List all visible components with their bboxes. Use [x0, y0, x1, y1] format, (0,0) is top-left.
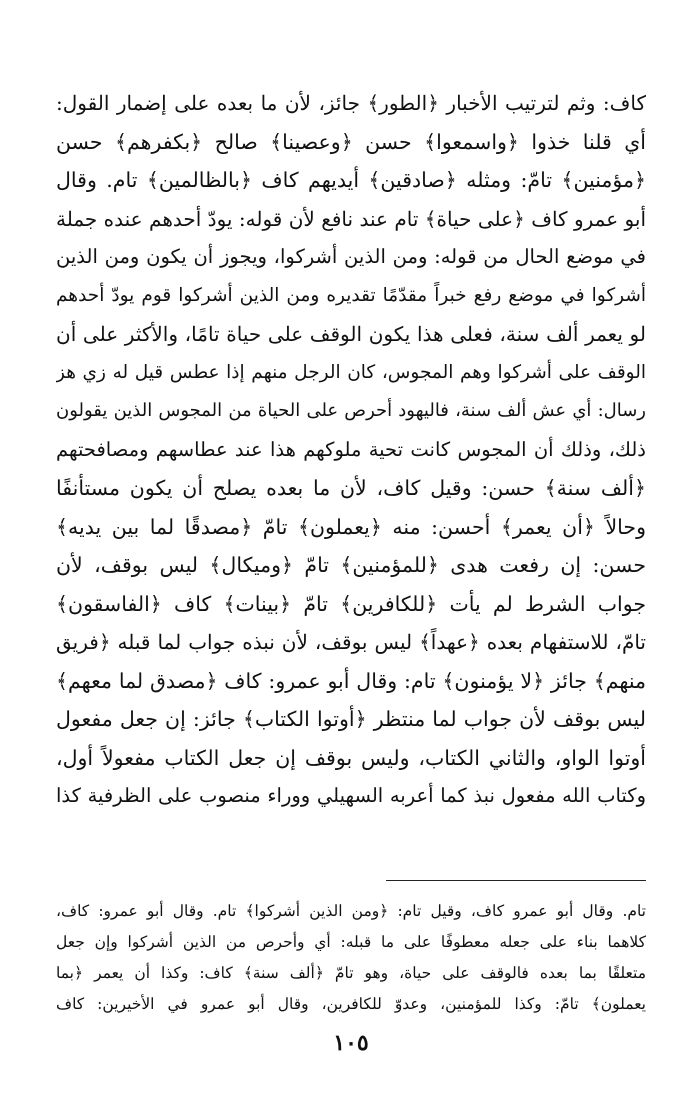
footnote-line: تام. وقال أبو عمرو كاف، وقيل تام: ﴿ومن الذين أشركوا﴾ تام. وقال أبو عمرو: كاف،	[56, 902, 646, 920]
text-line: أوتوا الواو، والثاني الكتاب، وليس بوقف إن جعل الكتاب مفعولاً أول،	[56, 745, 646, 770]
text-line: ﴿مؤمنين﴾ تامّ: ومثله ﴿صادقين﴾ أيديهم كاف ﴿بالظالمين﴾ تام. وقال	[56, 168, 646, 192]
text-line: أي قلنا خذوا ﴿واسمعوا﴾ حسن ﴿وعصينا﴾ صالح ﴿بكفرهم﴾ حسن	[56, 129, 646, 154]
text-line: تامّ، للاستفهام بعده ﴿عهداً﴾ ليس بوقف، لأن نبذه جواب لما قبله ﴿فريق	[56, 630, 646, 654]
text-line: أشركوا في موضع رفع خبراً مقدّمًا تقديره ومن الذين أشركوا قوم يودّ أحدهم	[56, 284, 646, 306]
text-line: منهم﴾ جائز ﴿لا يؤمنون﴾ تام: وقال أبو عمرو: كاف ﴿مصدق لما معهم﴾	[56, 668, 646, 693]
footnote-line: كلاهما بناء على جعله معطوفًا على ما قبله: أي وأحرص من الذين أشركوا وإن جعل	[56, 933, 646, 951]
text-line: وكتاب الله مفعول نبذ كما أعربه السهيلي ووراء منصوب على الظرفية كذا	[56, 784, 646, 807]
footnote-separator	[386, 880, 646, 881]
text-line: جواب الشرط لم يأت ﴿للكافرين﴾ تامّ ﴿بينات﴾ كاف ﴿الفاسقون﴾	[56, 591, 646, 616]
footnote-line: متعلقًا بما بعده فالوقف على حياة، وهو تامّ ﴿ألف سنة﴾ كاف: وكذا أن يعمر ﴿بما	[56, 964, 646, 982]
text-line: رسال: أي عش ألف سنة، فاليهود أحرص على الحياة من المجوس الذين يقولون	[56, 400, 646, 421]
book-page	[56, 84, 646, 1084]
text-line: لو يعمر ألف سنة، فعلى هذا يكون الوقف على حياة تامًا، والأكثر على أن	[56, 322, 646, 346]
footnote-line: يعملون﴾ تامّ: وكذا للمؤمنين، وعدوّ للكافرين، وقال أبو عمرو في الأخيرين: كاف	[56, 995, 646, 1013]
text-line: ذلك، وذلك أن المجوس كانت تحية ملوكهم هذا عند عطاسهم ومصافحتهم	[56, 437, 646, 461]
main-text-block	[56, 84, 646, 816]
text-line: في موضع الحال من قوله: ومن الذين أشركوا، ويجوز أن يكون ومن الذين	[56, 245, 646, 268]
text-line: كاف: وثم لترتيب الأخبار ﴿الطور﴾ جائز، لأن ما بعده على إضمار القول:	[56, 91, 646, 115]
text-line: وحالاً ﴿أن يعمر﴾ أحسن: منه ﴿يعملون﴾ تامّ ﴿مصدقًا لما بين يديه﴾	[56, 514, 646, 539]
text-line: ﴿ألف سنة﴾ حسن: وقيل كاف، لأن ما بعده يصلح أن يكون مستأنفًا	[56, 476, 646, 500]
text-line: حسن: إن رفعت هدى ﴿للمؤمنين﴾ تامّ ﴿وميكال﴾ ليس بوقف، لأن	[56, 553, 646, 577]
text-line: الوقف على أشركوا وهم المجوس، كان الرجل منهم إذا عطس قيل له زي هز	[56, 361, 646, 383]
text-line: ليس بوقف لأن جواب لما منتظر ﴿أوتوا الكتاب﴾ جائز: إن جعل مفعول	[56, 707, 646, 731]
page-number: ١٠٥	[333, 1030, 369, 1056]
text-line: أبو عمرو كاف ﴿على حياة﴾ تام عند نافع لأن قوله: يودّ أحدهم عنده جملة	[56, 206, 646, 231]
footnotes-block	[56, 896, 646, 1020]
